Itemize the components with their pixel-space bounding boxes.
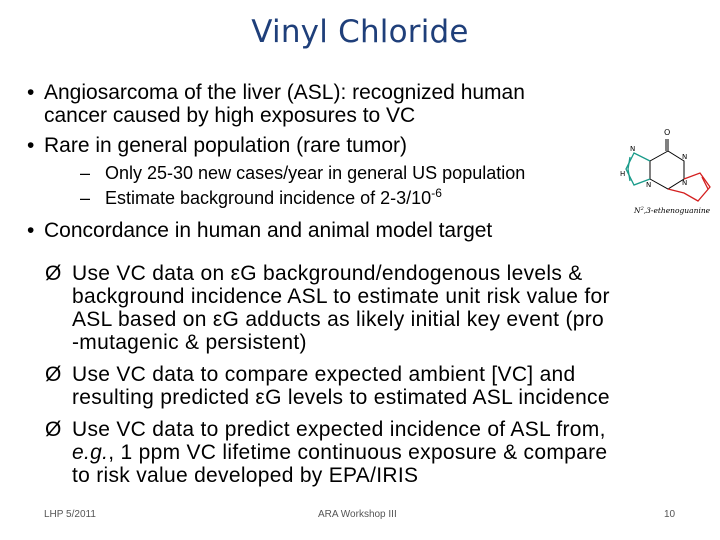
footer-center: ARA Workshop III (318, 509, 397, 520)
subbullet-text: Estimate background incidence of 2-3/10 (105, 188, 432, 208)
arrow-item-line: Use VC data to predict expected incidence of ASL from, (72, 418, 606, 441)
atom-n: N (646, 181, 652, 189)
arrow-item-line: resulting predicted εG levels to estimated ASL incidence (72, 386, 610, 409)
bullet-marker: • (27, 134, 35, 157)
bullet-text-line1: Angiosarcoma of the liver (ASL): recognized human (44, 81, 525, 104)
footer-left: LHP 5/2011 (44, 509, 96, 520)
subbullet-marker: – (80, 188, 91, 208)
arrow-item-line: ASL based on εG adducts as likely initial key event (pro (72, 308, 604, 331)
bullet-text: Rare in general population (rare tumor) (44, 134, 408, 157)
arrow-item-predict (45, 418, 702, 487)
slide-title: Vinyl Chloride (251, 14, 469, 50)
arrow-item-line: Use VC data on εG background/endogenous levels & (72, 262, 583, 285)
arrow-item-line: -mutagenic & persistent) (72, 331, 307, 354)
bullet-marker: • (27, 219, 35, 242)
arrow-item-line: to risk value developed by EPA/IRIS (72, 464, 419, 487)
ring-bond (650, 151, 668, 179)
bullet-concordance (27, 219, 644, 242)
arrow-bullet-icon: Ø (45, 363, 62, 386)
bullet-marker: • (27, 81, 35, 104)
arrow-item-line: Use VC data to compare expected ambient [VC] and (72, 363, 576, 386)
molecule-diagram (620, 105, 720, 220)
emphasis-eg: e.g. (72, 441, 109, 464)
ethenoguanine-structure (620, 105, 720, 220)
footer-page-number: 10 (664, 509, 676, 520)
atom-o: O (664, 128, 671, 137)
arrow-item-line: background incidence ASL to estimate unit risk value for (72, 285, 610, 308)
bullet-text: Concordance in human and animal model target (44, 219, 493, 242)
arrow-item-unit-risk (45, 262, 702, 354)
arrow-bullet-icon: Ø (45, 262, 62, 285)
arrow-item-ambient (45, 363, 702, 409)
atom-n: N (682, 153, 688, 161)
atom-n: N (682, 179, 688, 187)
subbullet-incidence (80, 186, 625, 208)
arrow-item-line (72, 441, 702, 464)
bullet-rare (27, 134, 644, 157)
subbullet-marker: – (80, 163, 91, 183)
subbullet-text: Only 25-30 new cases/year in general US population (105, 163, 526, 183)
arrow-item-line-rest: , 1 ppm VC lifetime continuous exposure & compare (108, 441, 608, 464)
arrow-bullet-icon: Ø (45, 418, 62, 441)
molecule-caption: $N^2,3$-ethenoguanine (634, 206, 711, 215)
superscript-exponent: -6 (431, 186, 442, 200)
ring-bond (650, 139, 684, 189)
bullet-asl (27, 81, 644, 127)
atom-n: N (630, 145, 636, 153)
atom-h: H (620, 170, 626, 178)
etheno-ring (668, 173, 710, 201)
subbullet-cases (80, 163, 625, 183)
bullet-text-line2: cancer caused by high exposures to VC (44, 104, 416, 127)
